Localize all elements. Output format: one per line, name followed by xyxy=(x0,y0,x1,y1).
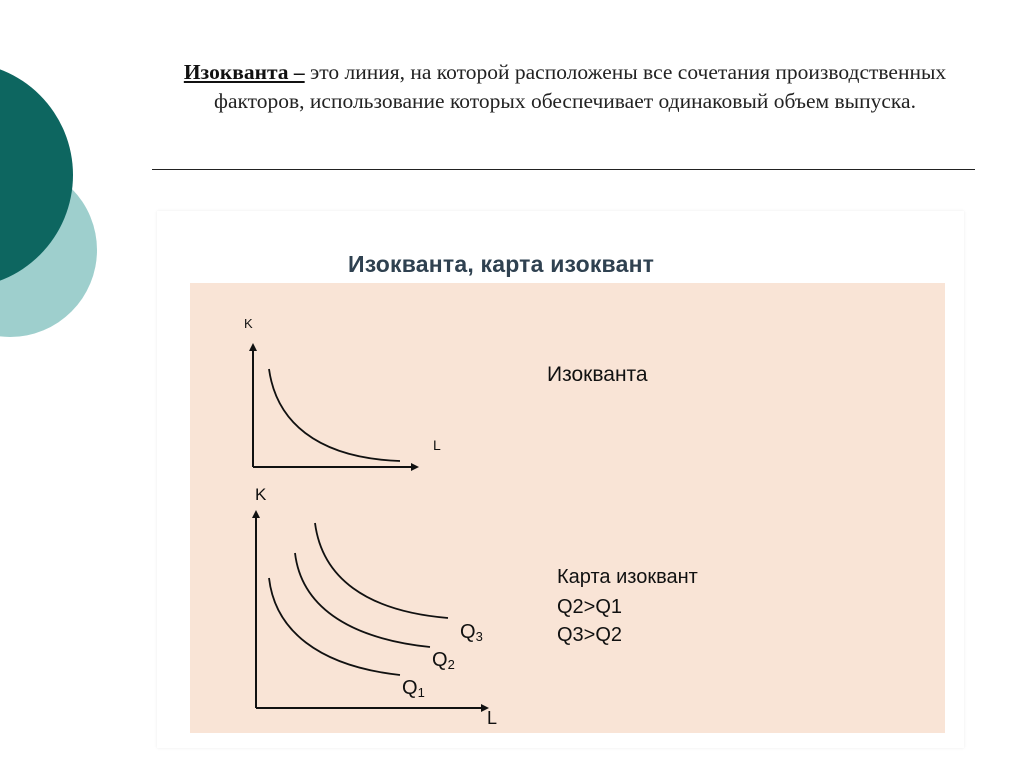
relation-q2-q1: Q2>Q1 xyxy=(557,596,623,618)
isoquant-label: Изокванта xyxy=(547,363,648,386)
curve-label-q1: $Q_1$ xyxy=(402,677,425,700)
top-k-axis-label: K xyxy=(244,316,253,331)
definition-text: это линия, на которой расположены все сочетания производственных факторов, использование которых обеспечивает одинаковый объем выпуска. xyxy=(214,60,947,113)
bottom-k-axis-label: K xyxy=(255,485,267,504)
top-l-axis-label: L xyxy=(433,437,441,453)
bottom-l-axis-label: L xyxy=(487,708,498,728)
isoquant-curve-q2 xyxy=(295,553,430,647)
isoquant-curve-q1 xyxy=(269,578,400,675)
figure-title: Изокванта, карта изоквант xyxy=(348,251,655,277)
relation-q3-q2: Q3>Q2 xyxy=(557,624,623,646)
curve-label-q3: $Q_3$ xyxy=(460,621,483,644)
definition-term: Изокванта – xyxy=(183,60,305,84)
curve-label-q2: $Q_2$ xyxy=(432,649,455,672)
isoquant-curve-q3 xyxy=(315,523,448,618)
isoquant-map-label: Карта изоквант xyxy=(557,566,698,588)
isoquant-curve xyxy=(269,369,400,461)
